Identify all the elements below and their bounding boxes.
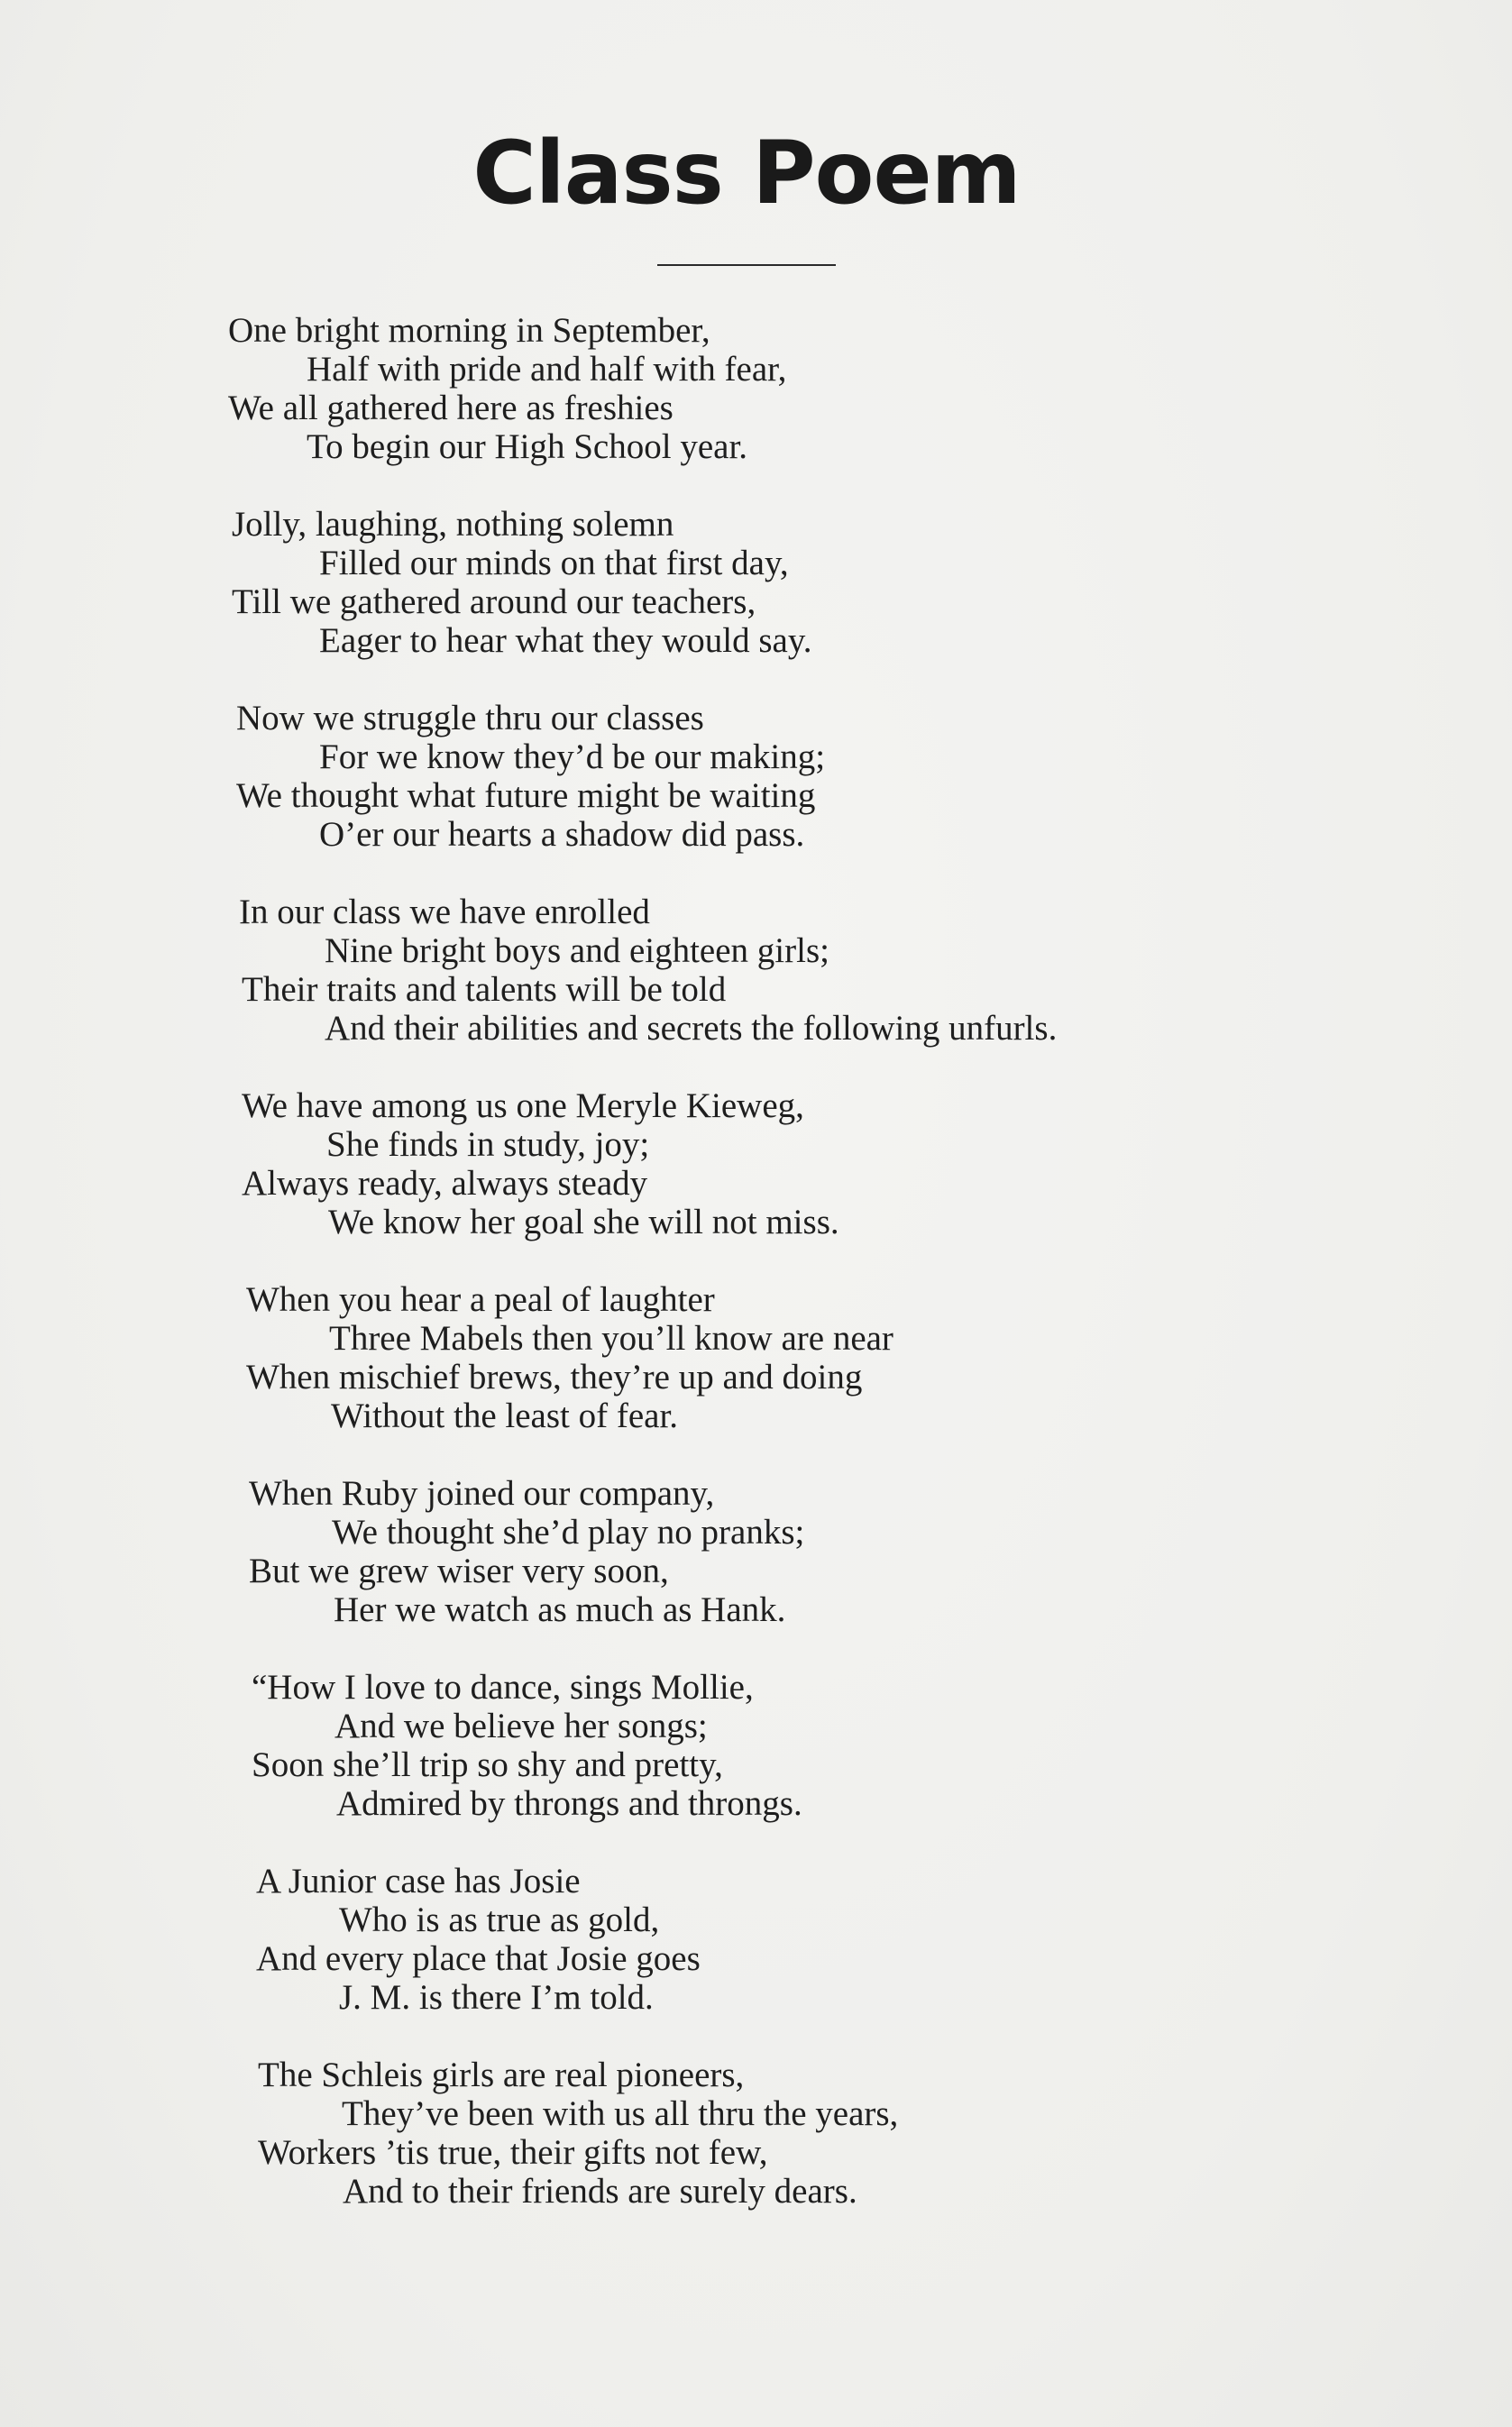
poem-line: One bright morning in September, — [228, 311, 710, 350]
poem-line: In our class we have enrolled — [239, 893, 650, 931]
poem-line: Till we gathered around our teachers, — [232, 582, 756, 621]
poem-line: O’er our hearts a shadow did pass. — [319, 815, 805, 854]
poem-line: Eager to hear what they would say. — [319, 621, 812, 660]
poem-line: Soon she’ll trip so shy and pretty, — [252, 1745, 723, 1784]
poem-line: Three Mabels then you’ll know are near — [329, 1319, 893, 1358]
poem-line: And to their friends are surely dears. — [343, 2172, 857, 2211]
poem-line: And we believe her songs; — [334, 1707, 708, 1745]
poem-line: She finds in study, joy; — [326, 1125, 650, 1164]
poem-line: When Ruby joined our company, — [249, 1474, 715, 1513]
poem-line: Workers ’tis true, their gifts not few, — [258, 2133, 768, 2172]
poem-line: When you hear a peal of laughter — [246, 1280, 715, 1319]
poem-line: Without the least of fear. — [331, 1397, 679, 1435]
stanza-5 — [242, 1086, 839, 1241]
poem-line: Half with pride and half with fear, — [307, 350, 787, 389]
page-title: Class Poem — [472, 123, 1021, 224]
poem-line: We thought what future might be waiting — [236, 776, 816, 815]
poem-line: And every place that Josie goes — [256, 1939, 701, 1978]
stanza-1 — [228, 311, 786, 466]
poem-line: To begin our High School year. — [307, 427, 748, 466]
poem-line: A Junior case has Josie — [256, 1862, 581, 1900]
poem-line: We know her goal she will not miss. — [328, 1203, 839, 1241]
poem-line: And their abilities and secrets the following unfurls. — [325, 1009, 1058, 1048]
poem-line: The Schleis girls are real pioneers, — [258, 2056, 745, 2094]
poem-line: When mischief brews, they’re up and doing — [246, 1358, 863, 1397]
poem-line: Always ready, always steady — [242, 1164, 648, 1203]
poem-line: They’ve been with us all thru the years, — [342, 2094, 899, 2133]
stanza-9 — [256, 1862, 701, 2017]
stanza-10 — [258, 2056, 898, 2211]
stanza-7 — [249, 1474, 804, 1629]
stanza-3 — [236, 699, 825, 854]
poem-line: Filled our minds on that first day, — [319, 544, 789, 582]
stanza-4 — [239, 893, 1057, 1048]
stanza-6 — [246, 1280, 893, 1435]
poem-line: For we know they’d be our making; — [319, 737, 826, 776]
poem-line: J. M. is there I’m told. — [339, 1978, 654, 2017]
poem-line: But we grew wiser very soon, — [249, 1552, 669, 1590]
poem-line: Nine bright boys and eighteen girls; — [325, 931, 829, 970]
poem-line: Her we watch as much as Hank. — [334, 1590, 786, 1629]
stanza-8 — [252, 1668, 802, 1823]
stanza-2 — [232, 505, 812, 660]
title-rule — [657, 264, 836, 266]
poem-line: Jolly, laughing, nothing solemn — [232, 505, 674, 544]
poem-line: “How I love to dance, sings Mollie, — [252, 1668, 754, 1707]
poem-line: We have among us one Meryle Kieweg, — [242, 1086, 804, 1125]
poem-line: Who is as true as gold, — [339, 1900, 660, 1939]
poem-line: Admired by throngs and throngs. — [336, 1784, 802, 1823]
poem-line: Their traits and talents will be told — [242, 970, 727, 1009]
poem-line: We all gathered here as freshies — [228, 389, 674, 427]
poem-line: We thought she’d play no pranks; — [332, 1513, 805, 1552]
poem-line: Now we struggle thru our classes — [236, 699, 704, 737]
